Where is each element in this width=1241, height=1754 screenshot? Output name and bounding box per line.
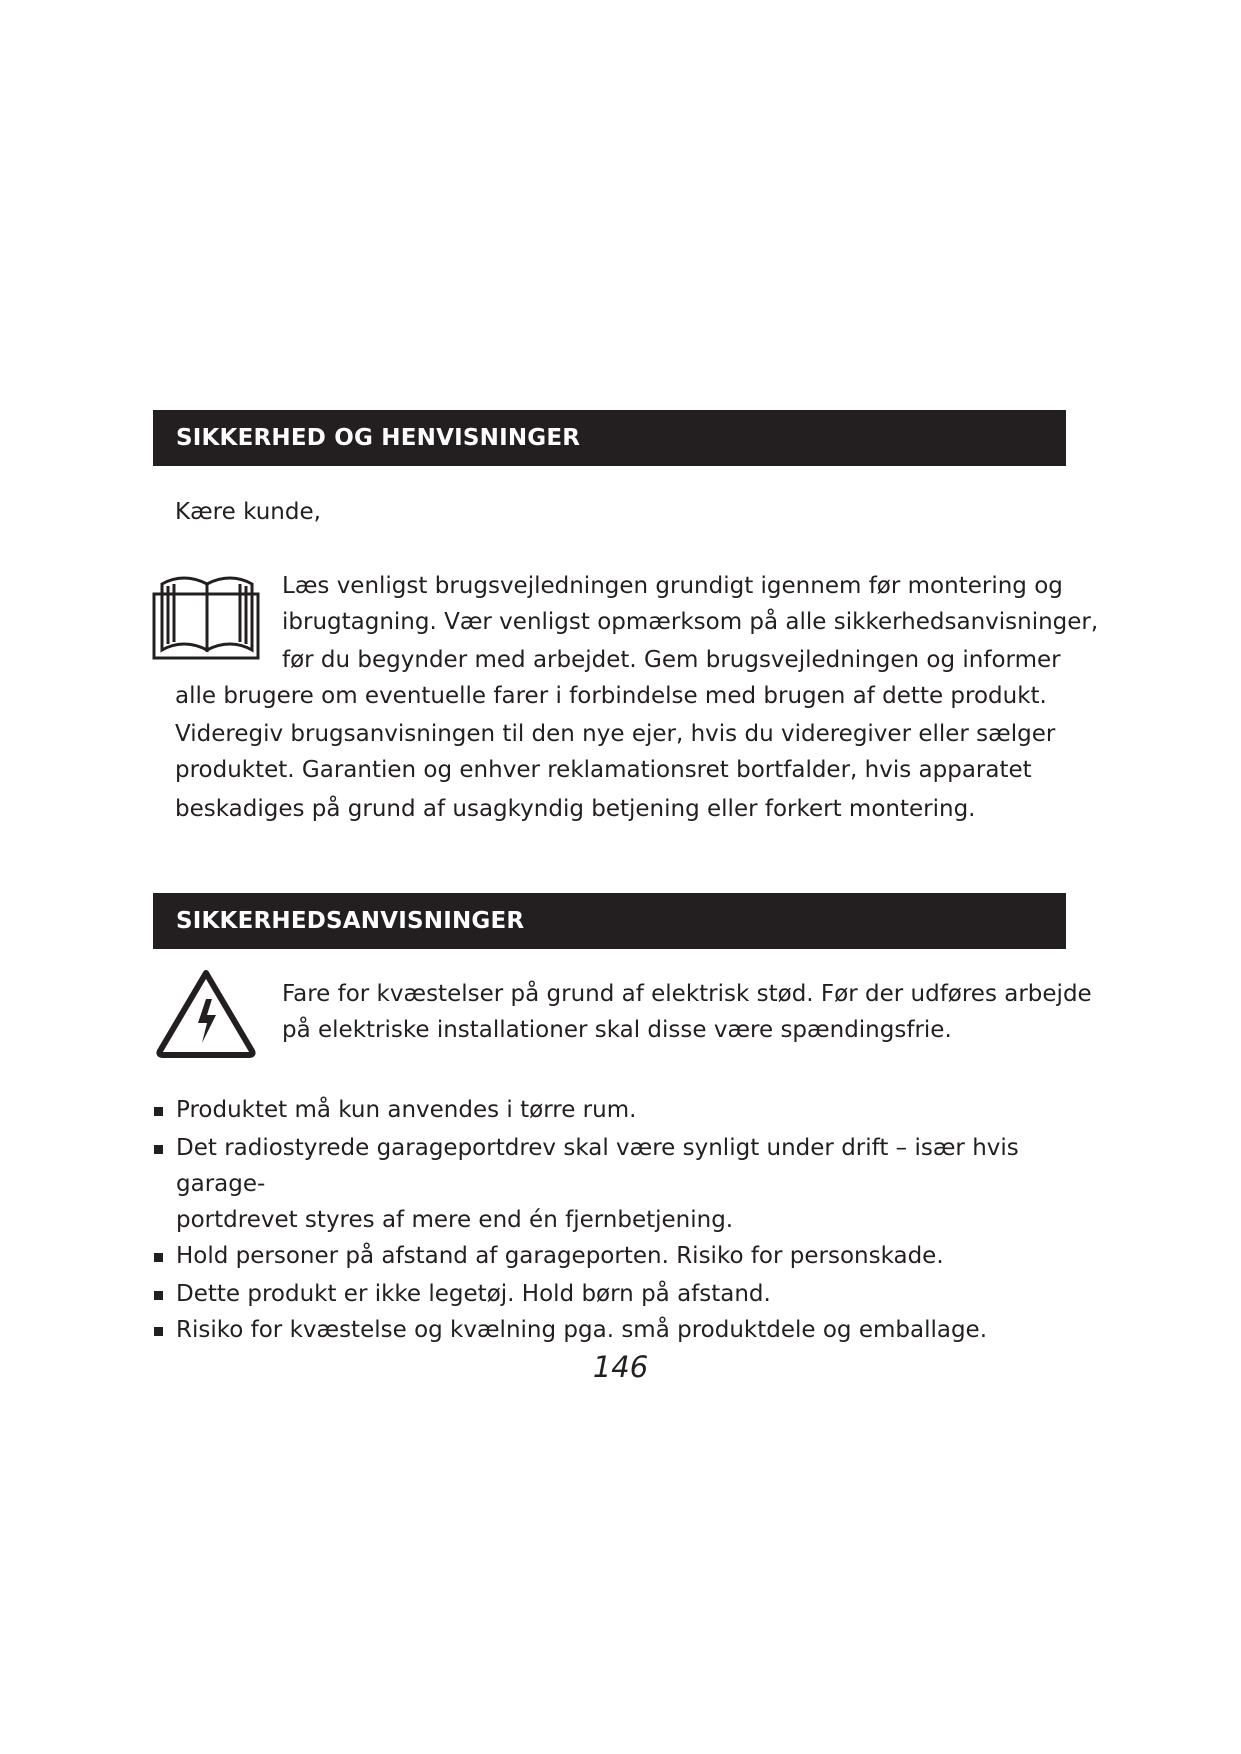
bullet-square-icon — [154, 1327, 163, 1336]
electric-hazard-icon — [152, 965, 260, 1061]
body-line: beskadiges på grund af usagkyndig betjening eller forkert montering. — [175, 796, 976, 822]
safety-bullet-list — [154, 1092, 1076, 1348]
section-heading-safety: SIKKERHED OG HENVISNINGER — [153, 410, 1066, 466]
list-item: Risiko for kvæstelse og kvælning pga. små produktdele og emballage. — [154, 1312, 1076, 1348]
intro-line: ibrugtagning. Vær venligst opmærksom på alle sikkerhedsanvisninger, — [282, 609, 1099, 635]
bullet-square-icon — [154, 1291, 163, 1300]
body-line: Videregiv brugsanvisningen til den nye ejer, hvis du videregiver eller sælger — [175, 721, 1056, 747]
list-item: Hold personer på afstand af garageporten. Risiko for personskade. — [154, 1238, 1076, 1274]
warning-line: på elektriske installationer skal disse være spændingsfrie. — [282, 1017, 952, 1043]
intro-line: Læs venligst brugsvejledningen grundigt igennem før montering og — [282, 573, 1063, 599]
bullet-square-icon — [154, 1107, 163, 1116]
manual-book-icon — [152, 572, 262, 664]
body-line: produktet. Garantien og enhver reklamationsret bortfalder, hvis apparatet — [175, 757, 1032, 783]
body-line: alle brugere om eventuelle farer i forbindelse med brugen af dette produkt. — [175, 683, 1047, 709]
list-item: Dette produkt er ikke legetøj. Hold børn på afstand. — [154, 1276, 1076, 1312]
section-heading-safety-instructions: SIKKERHEDSANVISNINGER — [153, 893, 1066, 949]
page-number: 146 — [592, 1350, 649, 1384]
bullet-square-icon — [154, 1253, 163, 1262]
list-item: Produktet må kun anvendes i tørre rum. — [154, 1092, 1076, 1128]
bullet-square-icon — [154, 1145, 163, 1154]
intro-line: før du begynder med arbejdet. Gem brugsvejledningen og informer — [282, 647, 1061, 673]
warning-line: Fare for kvæstelser på grund af elektrisk stød. Før der udføres arbejde — [282, 981, 1092, 1007]
list-item: Det radiostyrede garageportdrev skal være synligt under drift – især hvis garage- portdrevet styres af mere end én fjernbetjening. — [154, 1130, 1076, 1238]
greeting: Kære kunde, — [175, 499, 321, 525]
